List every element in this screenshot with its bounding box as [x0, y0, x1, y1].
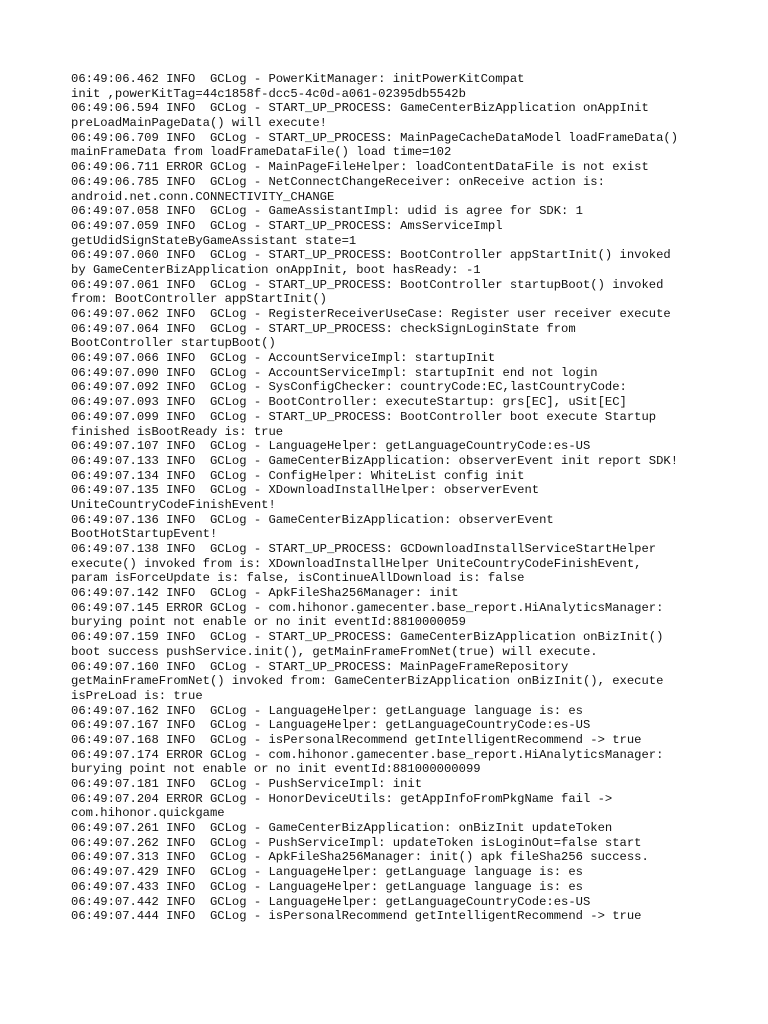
- log-line: 06:49:07.092 INFO GCLog - SysConfigChecker: countryCode:EC,lastCountryCode:: [71, 380, 627, 395]
- log-line: mainFrameData from loadFrameDataFile() load time=102: [71, 145, 452, 160]
- log-line: 06:49:07.160 INFO GCLog - START_UP_PROCESS: MainPageFrameRepository: [71, 659, 569, 674]
- log-line: 06:49:06.711 ERROR GCLog - MainPageFileHelper: loadContentDataFile is not exist: [71, 160, 649, 175]
- log-line: 06:49:07.135 INFO GCLog - XDownloadInstallHelper: observerEvent: [71, 483, 540, 498]
- log-line: 06:49:07.099 INFO GCLog - START_UP_PROCESS: BootController boot execute Startup: [71, 409, 657, 424]
- log-line: 06:49:07.444 INFO GCLog - isPersonalRecommend getIntelligentRecommend -> true: [71, 909, 642, 924]
- log-line: com.hihonor.quickgame: [71, 806, 225, 821]
- log-line: 06:49:07.145 ERROR GCLog - com.hihonor.gamecenter.base_report.HiAnalyticsManager:: [71, 600, 664, 615]
- log-line: android.net.conn.CONNECTIVITY_CHANGE: [71, 189, 335, 204]
- log-line: UniteCountryCodeFinishEvent!: [71, 497, 276, 512]
- log-line: 06:49:07.261 INFO GCLog - GameCenterBizApplication: onBizInit updateToken: [71, 821, 613, 836]
- log-line: from: BootController appStartInit(): [71, 292, 327, 307]
- log-line: preLoadMainPageData() will execute!: [71, 116, 327, 131]
- log-line: param isForceUpdate is: false, isContinueAllDownload is: false: [71, 571, 525, 586]
- log-line: 06:49:07.429 INFO GCLog - LanguageHelper: getLanguage language is: es: [71, 865, 583, 880]
- log-line: 06:49:07.167 INFO GCLog - LanguageHelper: getLanguageCountryCode:es-US: [71, 718, 591, 733]
- log-line: 06:49:07.107 INFO GCLog - LanguageHelper: getLanguageCountryCode:es-US: [71, 439, 591, 454]
- log-line: 06:49:07.064 INFO GCLog - START_UP_PROCESS: checkSignLoginState from: [71, 321, 576, 336]
- log-line: isPreLoad is: true: [71, 688, 203, 703]
- log-line: 06:49:06.785 INFO GCLog - NetConnectChangeReceiver: onReceive action is:: [71, 174, 605, 189]
- log-line: 06:49:06.594 INFO GCLog - START_UP_PROCESS: GameCenterBizApplication onAppInit: [71, 101, 649, 116]
- log-line: 06:49:07.433 INFO GCLog - LanguageHelper: getLanguage language is: es: [71, 879, 583, 894]
- log-line: 06:49:07.174 ERROR GCLog - com.hihonor.gamecenter.base_report.HiAnalyticsManager:: [71, 747, 664, 762]
- log-line: 06:49:07.181 INFO GCLog - PushServiceImpl: init: [71, 777, 423, 791]
- log-line: getUdidSignStateByGameAssistant state=1: [71, 233, 357, 248]
- log-line: 06:49:07.066 INFO GCLog - AccountServiceImpl: startupInit: [71, 351, 496, 366]
- log-text-block: [71, 72, 761, 924]
- log-line: execute() invoked from is: XDownloadInstallHelper UniteCountryCodeFinishEvent,: [71, 556, 642, 571]
- log-line: by GameCenterBizApplication onAppInit, boot hasReady: -1: [71, 262, 481, 277]
- log-line: init ,powerKitTag=44c1858f-dcc5-4c0d-a061-02395db5542b: [71, 86, 466, 101]
- log-line: 06:49:07.313 INFO GCLog - ApkFileSha256Manager: init() apk fileSha256 success.: [71, 850, 649, 865]
- log-line: 06:49:07.204 ERROR GCLog - HonorDeviceUtils: getAppInfoFromPkgName fail ->: [71, 791, 613, 806]
- log-line: boot success pushService.init(), getMainFrameFromNet(true) will execute.: [71, 644, 598, 659]
- log-line: finished isBootReady is: true: [71, 424, 284, 439]
- log-line: getMainFrameFromNet() invoked from: GameCenterBizApplication onBizInit(), execute: [71, 674, 664, 689]
- log-line: 06:49:07.061 INFO GCLog - START_UP_PROCESS: BootController startupBoot() invoked: [71, 277, 664, 292]
- log-line: 06:49:07.062 INFO GCLog - RegisterReceiverUseCase: Register user receiver execute: [71, 307, 671, 321]
- log-line: 06:49:07.138 INFO GCLog - START_UP_PROCESS: GCDownloadInstallServiceStartHelper: [71, 542, 657, 556]
- log-line: BootController startupBoot(): [71, 336, 276, 351]
- log-line: 06:49:06.462 INFO GCLog - PowerKitManager: initPowerKitCompat: [71, 72, 525, 86]
- log-line: 06:49:07.059 INFO GCLog - START_UP_PROCESS: AmsServiceImpl: [71, 218, 503, 233]
- log-line: 06:49:07.090 INFO GCLog - AccountServiceImpl: startupInit end not login: [71, 365, 598, 380]
- log-line: 06:49:07.058 INFO GCLog - GameAssistantImpl: udid is agree for SDK: 1: [71, 204, 583, 219]
- log-line: 06:49:07.134 INFO GCLog - ConfigHelper: WhiteList config init: [71, 468, 525, 483]
- log-line: 06:49:07.093 INFO GCLog - BootController: executeStartup: grs[EC], uSit[EC]: [71, 395, 627, 410]
- log-line: 06:49:07.133 INFO GCLog - GameCenterBizApplication: observerEvent init report SDK!: [71, 453, 679, 468]
- log-line: 06:49:07.168 INFO GCLog - isPersonalRecommend getIntelligentRecommend -> true: [71, 732, 642, 747]
- log-line: 06:49:07.136 INFO GCLog - GameCenterBizApplication: observerEvent: [71, 512, 554, 527]
- log-line: 06:49:06.709 INFO GCLog - START_UP_PROCESS: MainPageCacheDataModel loadFrameData(): [71, 130, 679, 145]
- log-line: 06:49:07.442 INFO GCLog - LanguageHelper: getLanguageCountryCode:es-US: [71, 894, 591, 909]
- log-line: 06:49:07.060 INFO GCLog - START_UP_PROCESS: BootController appStartInit() invoked: [71, 248, 671, 263]
- log-line: 06:49:07.262 INFO GCLog - PushServiceImpl: updateToken isLoginOut=false start: [71, 835, 642, 850]
- log-line: burying point not enable or no init eventId:8810000059: [71, 615, 466, 630]
- log-line: 06:49:07.142 INFO GCLog - ApkFileSha256Manager: init: [71, 586, 459, 601]
- log-line: 06:49:07.162 INFO GCLog - LanguageHelper: getLanguage language is: es: [71, 703, 583, 718]
- log-line: BootHotStartupEvent!: [71, 527, 218, 542]
- log-line: 06:49:07.159 INFO GCLog - START_UP_PROCESS: GameCenterBizApplication onBizInit(): [71, 630, 664, 645]
- log-line: burying point not enable or no init eventId:881000000099: [71, 762, 481, 777]
